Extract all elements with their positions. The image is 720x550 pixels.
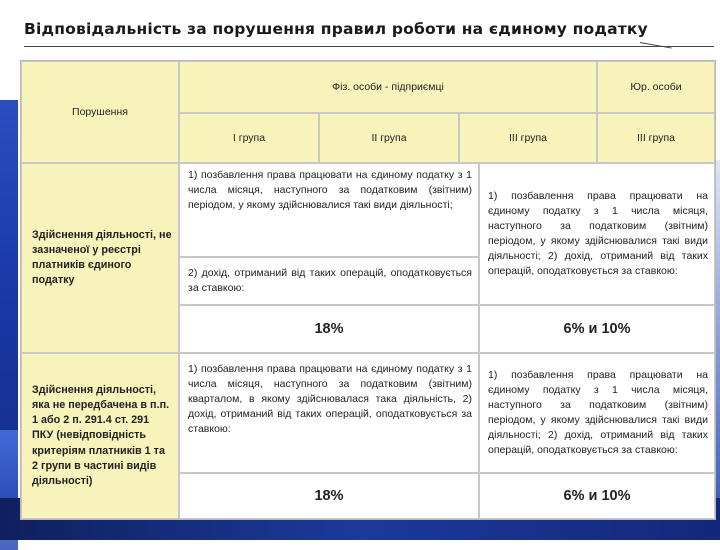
row-1-individuals-text-1: 1) позбавлення права працювати на єдиному податку з 1 числа місяця, наступного за податковим (звітним) періодом, у якому здійснювалися такі види діяльності; — [179, 163, 479, 257]
title-underline — [24, 46, 714, 47]
header-group-3-individual: III група — [459, 113, 597, 163]
slide-title: Відповідальність за порушення правил роботи на єдиному податку — [24, 20, 648, 38]
row-2-legal-rate: 6% и 10% — [479, 473, 715, 519]
row-1-legal-text: 1) позбавлення права працювати на єдиному податку з 1 числа місяця, наступного за податковим (звітним) періодом, у якому здійснювалися такі види діяльності; 2) дохід, отриманий від таких операцій, оподатковується за ставкою: — [479, 163, 715, 305]
row-1-individuals-text-2: 2) дохід, отриманий від таких операцій, оподатковується за ставкою: — [179, 257, 479, 305]
row-1-legal-rate: 6% и 10% — [479, 305, 715, 353]
row-2-individuals-text: 1) позбавлення права працювати на єдиному податку з 1 числа місяця, наступного за податковим (звітним) кварталом, в якому здійснювалася така діяльність, 2) дохід, отриманий від таких операцій, оподатковується за ставкою: — [179, 353, 479, 473]
row-1-individuals-rate: 18% — [179, 305, 479, 353]
header-group-2: II група — [319, 113, 459, 163]
header-individuals: Фіз. особи - підприємці — [179, 61, 597, 113]
row-2-individuals-rate: 18% — [179, 473, 479, 519]
liability-table — [20, 60, 716, 520]
header-group-3-legal: III група — [597, 113, 715, 163]
row-1-label: Здійснення діяльності, не зазначеної у реєстрі платників єдиного податку — [21, 163, 179, 353]
header-violation: Порушення — [21, 61, 179, 163]
row-2-legal-text: 1) позбавлення права працювати на єдиному податку з 1 числа місяця, наступного за податковим (звітним) періодом, у якому здійснювалися такі види діяльності; 2) дохід, отриманий від таких операцій, оподатковується за ставкою: — [479, 353, 715, 473]
header-legal: Юр. особи — [597, 61, 715, 113]
row-2-label: Здійснення діяльності, яка не передбачена в п.п. 1 або 2 п. 291.4 ст. 291 ПКУ (невідповідність критеріям платників 1 та 2 групи в частині видів діяльності) — [21, 353, 179, 519]
header-group-1: I група — [179, 113, 319, 163]
left-decor-strip — [0, 100, 18, 540]
